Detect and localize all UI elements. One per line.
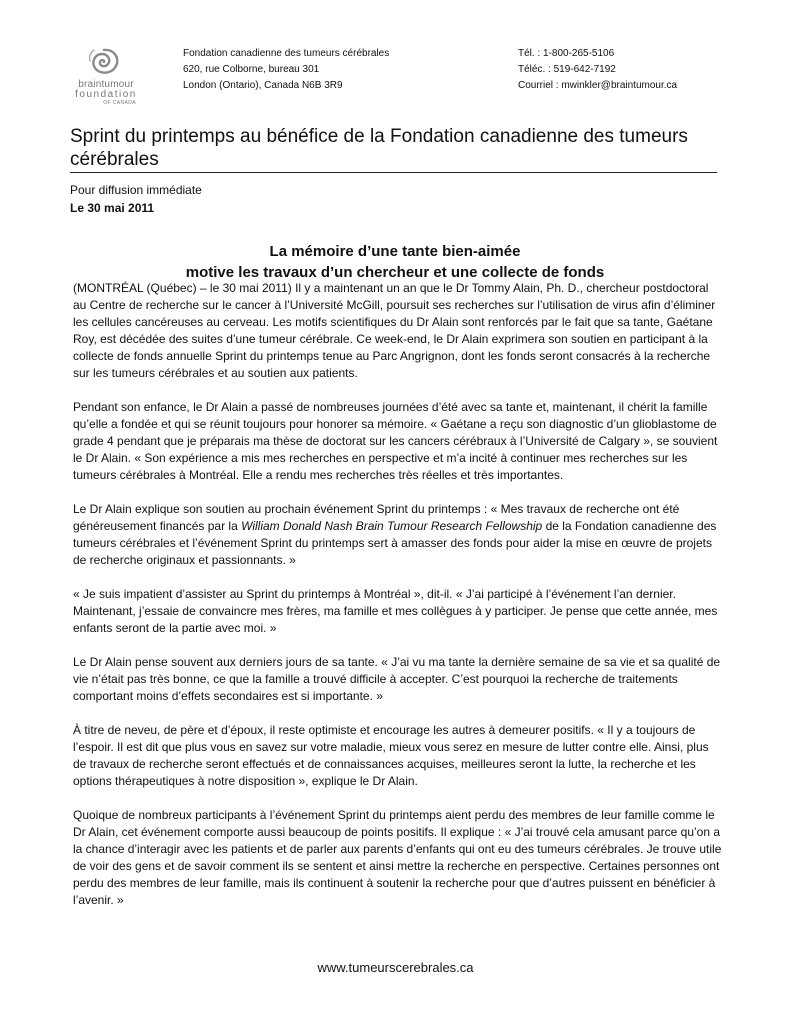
fax: Téléc. : 519-642-7192 (518, 64, 616, 75)
fellowship-name: William Donald Nash Brain Tumour Research Fellowship (241, 519, 543, 533)
letterhead-contact (518, 46, 677, 94)
paragraph-5: Le Dr Alain pense souvent aux derniers jours de sa tante. « J’ai vu ma tante la dernière semaine de sa vie et sa qualité de vie n’était pas très bonne, ce que la famille a trouvé difficile à accepter. C’est pourquoi la recherche de traitements comportant moins d’effets secondaires est si importante. » (73, 655, 721, 703)
spiral-logo-icon (84, 44, 124, 78)
email: Courriel : mwinkler@braintumour.ca (518, 80, 678, 91)
phone: Tél. : 1-800-265-5106 (518, 48, 615, 59)
page-title: Sprint du printemps au bénéfice de la Fondation canadienne des tumeurs cérébrales (70, 126, 688, 170)
address-line-1: 620, rue Colborne, bureau 301 (183, 64, 320, 75)
paragraph-3-part-1: Le Dr Alain explique son soutien au prochain événement Sprint du printemps : « Mes travaux de recherche ont été généreusement financés par la (73, 502, 680, 533)
article-body (73, 280, 723, 909)
headline-line-1: La mémoire d’une tante bien-aimée (269, 243, 521, 260)
release-date: Le 30 mai 2011 (70, 201, 155, 215)
org-name: Fondation canadienne des tumeurs cérébrales (183, 48, 390, 59)
logo-wordmark-1: braintumour (78, 79, 134, 90)
paragraph-2: Pendant son enfance, le Dr Alain a passé de nombreuses journées d’été avec sa tante et, maintenant, il chérit la famille qu’elle a fondée et qui se réunit toujours pour honorer sa mémoire. « Gaétane a reçu son diagnostic d’un glioblastome de grade 4 pendant que je préparais ma thèse de doctorat sur les cancers cérébraux à l’Université de Calgary », se souvient le Dr Alain. « Son expérience a mis mes recherches en perspective et m’a incité à continuer mes recherches sur les tumeurs cérébrales à Montréal. Elle a rendu mes recherches très réelles et très importantes. (73, 400, 718, 482)
footer-url[interactable]: www.tumeurscerebrales.ca (317, 960, 474, 975)
headline (70, 241, 720, 283)
paragraph-3 (73, 501, 723, 569)
paragraph-6: À titre de neveu, de père et d’époux, il reste optimiste et encourage les autres à demeurer positifs. « Il y a toujours de l’espoir. Il est dit que plus vous en savez sur votre maladie, mieux vous serez en mesure de lutter contre elle. Ainsi, plus de travaux de recherche seront effectués et de connaissances acquises, meilleures seront la lutte, la recherche et les options thérapeutiques à notre disposition », explique le Dr Alain. (73, 723, 709, 788)
title-divider (70, 172, 717, 173)
address-line-2: London (Ontario), Canada N6B 3R9 (183, 80, 343, 91)
foundation-logo (70, 44, 142, 110)
paragraph-4: « Je suis impatient d’assister au Sprint du printemps à Montréal », dit-il. « J’ai participé à l’événement l’an dernier. Maintenant, j’essaie de convaincre mes frères, ma famille et mes collègues à y participer. Je pense que cette année, mes enfants seront de la partie avec moi. » (73, 587, 718, 635)
release-label: Pour diffusion immédiate (70, 183, 202, 197)
release-info (70, 181, 202, 217)
logo-wordmark-3: OF CANADA (103, 100, 136, 106)
paragraph-1: (MONTRÉAL (Québec) – le 30 mai 2011) Il y a maintenant un an que le Dr Tommy Alain, Ph. D., chercheur postdoctoral au Centre de recherche sur le cancer à l’Université McGill, poursuit ses recherches sur l’utilisation de virus afin d’éliminer les cellules cancéreuses au cerveau. Les motifs scientifiques du Dr Alain sont renforcés par le fait que sa tante, Gaétane Roy, est décédée des suites d’une tumeur cérébrale. Ce week-end, le Dr Alain exprimera son soutien en participant à la collecte de fonds annuelle Sprint du printemps tenue au Parc Angrignon, dont les fonds seront consacrés à la recherche sur les tumeurs cérébrales et au soutien aux patients. (73, 281, 716, 380)
paragraph-7: Quoique de nombreux participants à l’événement Sprint du printemps aient perdu des membres de leur famille comme le Dr Alain, cet événement comporte aussi beaucoup de points positifs. Il explique : « J’ai trouvé cela amusant parce qu’on a la chance d’interagir avec les patients et de parler aux parents d’enfants qui ont eu des tumeurs cérébrales. Je trouve utile de voir des gens et de savoir comment ils se sentent et ainsi mettre la recherche en perspective. Certaines personnes ont perdu des membres de leur famille, mais ils continuent à soutenir la recherche pour que d’autres puissent en bénéficier à l’avenir. » (73, 808, 722, 907)
logo-wordmark-2: foundation (75, 89, 137, 100)
headline-line-2: motive les travaux d’un chercheur et une collecte de fonds (185, 264, 605, 281)
letterhead-address (183, 46, 389, 94)
paragraph-3-part-2: de la Fondation canadienne des tumeurs cérébrales et l’événement Sprint du printemps sert à amasser des fonds pour aider la mise en œuvre de projets de recherche originaux et passionnants. » (73, 519, 717, 567)
